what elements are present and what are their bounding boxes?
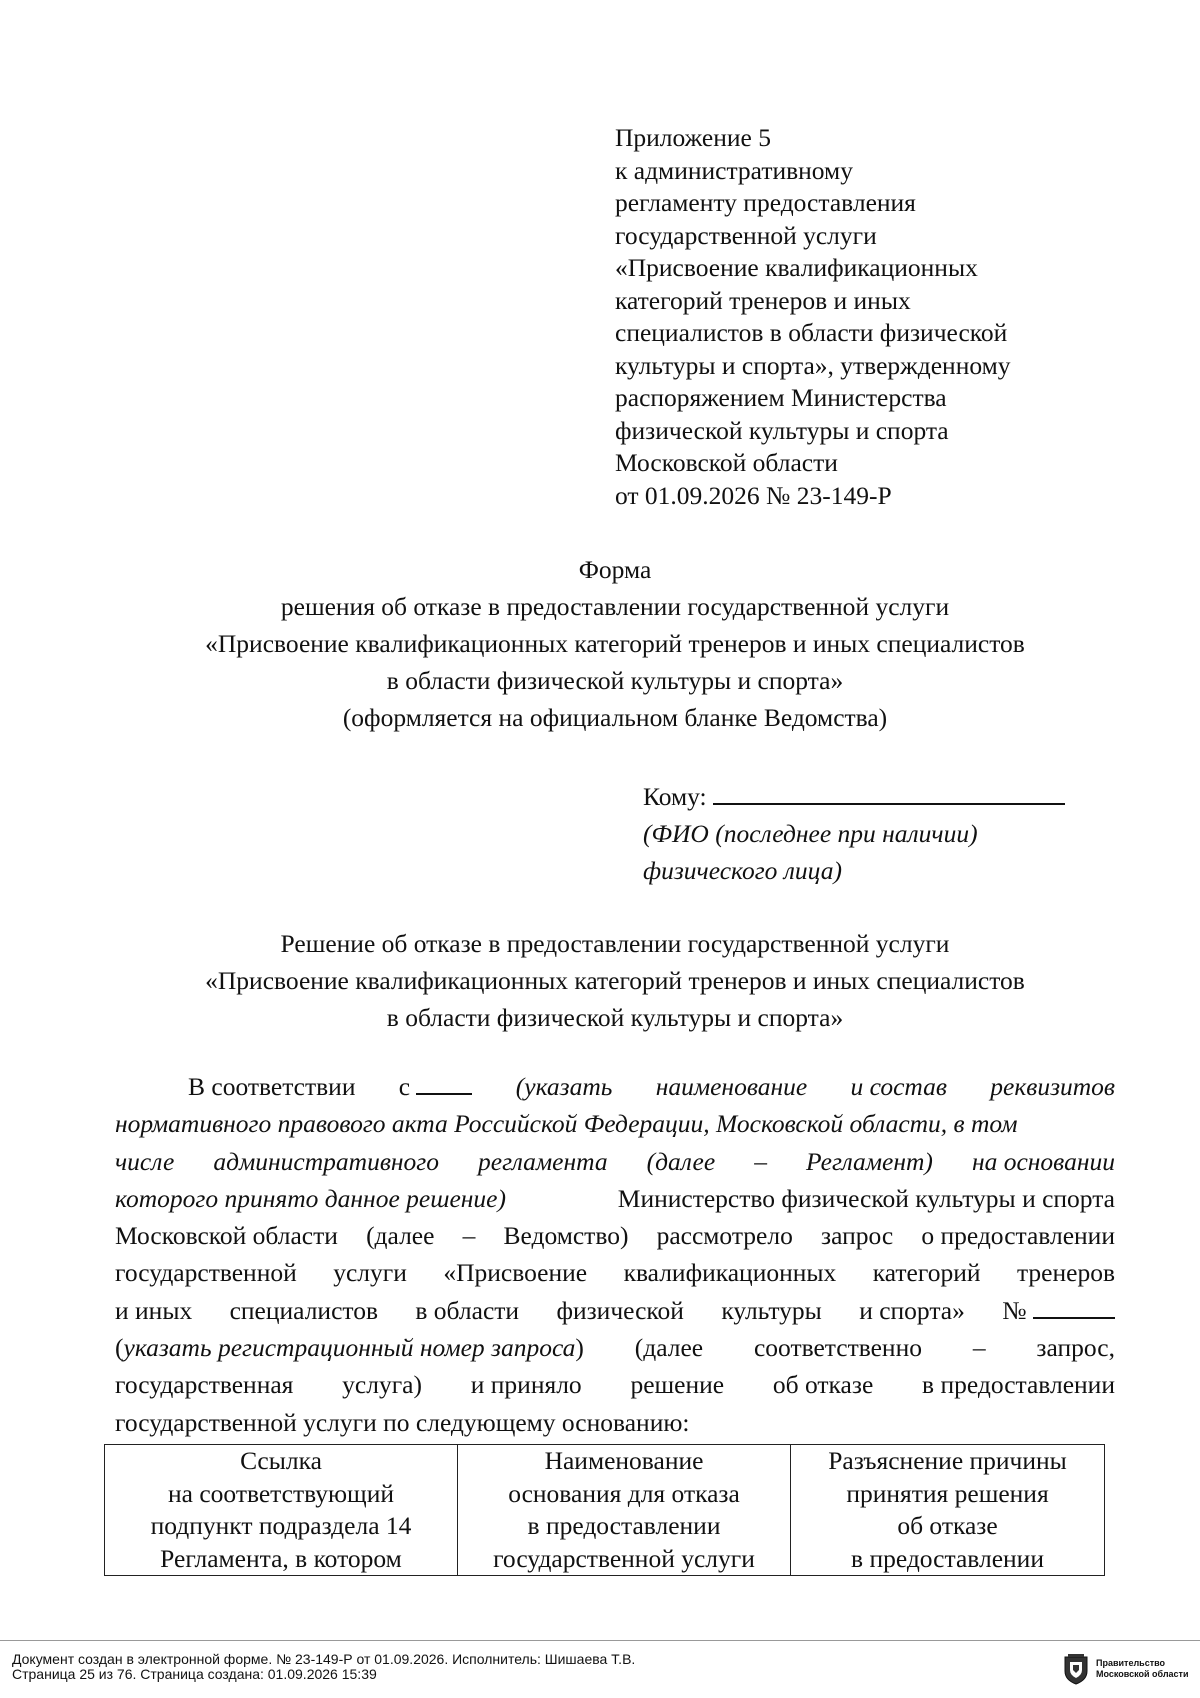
logo-text xyxy=(1096,1658,1189,1680)
appendix-line: государственной услуги xyxy=(615,220,877,250)
word: Министерство физической культуры и спорта xyxy=(617,1183,1115,1213)
paragraph-line xyxy=(115,1366,1115,1403)
word: квалификационных xyxy=(623,1258,837,1288)
word: реквизитов xyxy=(990,1072,1115,1101)
recipient-blank xyxy=(713,777,1065,805)
logo-line: Правительство xyxy=(1096,1658,1166,1668)
form-heading-line: (оформляется на официальном бланке Ведомства) xyxy=(342,703,888,732)
form-heading-line: Форма xyxy=(578,555,652,584)
word: – xyxy=(462,1221,476,1251)
word: о предоставлении xyxy=(921,1221,1115,1251)
cell-line: Разъяснение причины xyxy=(828,1446,1067,1475)
word: категорий xyxy=(872,1258,981,1288)
word: которого принято данное решение) xyxy=(115,1183,506,1213)
refusal-reasons-table xyxy=(104,1444,1105,1576)
word: Ведомство) xyxy=(503,1221,629,1251)
recipient-hint: физического лица) xyxy=(643,856,842,885)
word: (далее xyxy=(634,1333,704,1363)
paragraph-line xyxy=(115,1292,1115,1329)
paragraph-line xyxy=(115,1143,1115,1180)
form-heading-line: «Присвоение квалификационных категорий тренеров и иных специалистов xyxy=(205,629,1025,658)
decision-paragraph xyxy=(115,1068,1115,1441)
word: решение xyxy=(630,1370,725,1400)
paragraph-line xyxy=(115,1180,1115,1217)
form-heading xyxy=(0,551,1200,736)
paragraph-line xyxy=(115,1404,1115,1441)
word: в области xyxy=(415,1295,520,1325)
decision-heading xyxy=(0,925,1200,1036)
word: (далее xyxy=(366,1221,435,1251)
word: на основании xyxy=(971,1146,1115,1176)
appendix-line: регламенту предоставления xyxy=(615,188,916,217)
word: государственной xyxy=(115,1258,297,1288)
word: запрос xyxy=(821,1221,894,1251)
cell-line: Ссылка xyxy=(240,1446,322,1475)
footer-line: Страница 25 из 76. Страница создана: 01.09.2026 15:39 xyxy=(12,1666,377,1682)
document-footer xyxy=(12,1652,635,1682)
word: – xyxy=(972,1333,986,1363)
word: – xyxy=(754,1146,767,1176)
word: Московской области xyxy=(115,1221,338,1251)
appendix-header xyxy=(615,122,1115,512)
word: числе xyxy=(115,1146,175,1176)
word: В соответствии xyxy=(188,1072,356,1101)
appendix-line: категорий тренеров и иных xyxy=(615,285,911,315)
logo-line: Московской области xyxy=(1096,1669,1189,1679)
act-blank xyxy=(416,1071,472,1095)
word: в предоставлении xyxy=(922,1370,1115,1400)
word: с xyxy=(399,1068,473,1105)
word: государственной услуги по следующему основанию: xyxy=(115,1407,690,1437)
decision-heading-line: в области физической культуры и спорта» xyxy=(386,1003,844,1032)
recipient-block xyxy=(643,777,1065,889)
word: регламента xyxy=(478,1146,608,1176)
cell-line: государственной услуги xyxy=(493,1543,755,1573)
appendix-line: к административному xyxy=(615,155,853,185)
word: рассмотрело xyxy=(656,1221,793,1251)
cell-line: в предоставлении xyxy=(851,1543,1044,1573)
appendix-line: Приложение 5 xyxy=(615,123,771,152)
appendix-line: распоряжением Министерства xyxy=(615,383,947,412)
government-logo xyxy=(1062,1652,1192,1686)
request-number-blank xyxy=(1033,1295,1115,1319)
decision-heading-line: Решение об отказе в предоставлении государственной услуги xyxy=(280,929,950,958)
word: государственная xyxy=(115,1370,294,1400)
word: услуга) xyxy=(342,1370,422,1400)
word: культуры xyxy=(721,1295,822,1325)
paragraph-line xyxy=(115,1068,1115,1105)
word: услуги xyxy=(333,1258,407,1288)
word: нормативного правового акта Российской Федерации, Московской области, в том xyxy=(115,1109,1018,1139)
footer-divider xyxy=(0,1640,1200,1641)
footer-line: Документ создан в электронной форме. № 23-149-Р от 01.09.2026. Исполнитель: Шишаева Т.В. xyxy=(12,1651,636,1667)
cell-line: принятия решения xyxy=(846,1478,1049,1508)
word: Регламент) xyxy=(805,1146,933,1176)
cell-line: Наименование xyxy=(544,1446,704,1475)
paragraph-line xyxy=(115,1329,1115,1366)
table-row xyxy=(105,1445,1105,1576)
moscow-region-emblem-icon xyxy=(1062,1653,1090,1685)
form-heading-line: решения об отказе в предоставлении государственной услуги xyxy=(280,592,950,621)
appendix-line: культуры и спорта», утвержденному xyxy=(615,350,1011,380)
word: административного xyxy=(213,1146,439,1176)
word: тренеров xyxy=(1016,1258,1115,1288)
cell-line: основания для отказа xyxy=(508,1478,740,1508)
word: (далее xyxy=(646,1146,716,1176)
word: и приняло xyxy=(470,1370,582,1400)
word: «Присвоение xyxy=(443,1258,588,1288)
cell-line: на соответствующий xyxy=(168,1478,394,1508)
paragraph-line xyxy=(115,1217,1115,1254)
form-heading-line: в области физической культуры и спорта» xyxy=(386,666,844,695)
word: специалистов xyxy=(229,1295,378,1325)
table-header-cell xyxy=(105,1445,458,1576)
word: наименование xyxy=(655,1072,808,1101)
recipient-hint: (ФИО (последнее при наличии) xyxy=(643,819,978,848)
cell-line: подпункт подраздела 14 xyxy=(150,1511,412,1540)
table-header-cell xyxy=(458,1445,791,1576)
table-header-cell xyxy=(791,1445,1105,1576)
appendix-line: физической культуры и спорта xyxy=(615,415,949,445)
paragraph-line xyxy=(115,1105,1115,1142)
word: и иных xyxy=(115,1295,193,1325)
word: и состав xyxy=(850,1072,947,1101)
cell-line: в предоставлении xyxy=(527,1511,721,1540)
word: (указать xyxy=(515,1072,613,1101)
word: запрос, xyxy=(1036,1333,1115,1363)
word: № xyxy=(1002,1292,1115,1329)
appendix-line: Московской области xyxy=(615,448,838,477)
cell-line: об отказе xyxy=(897,1511,998,1540)
appendix-line: «Присвоение квалификационных xyxy=(615,253,978,282)
appendix-line: от 01.09.2026 № 23-149-Р xyxy=(615,480,892,510)
cell-line: Регламента, в котором xyxy=(160,1543,402,1573)
word: и спорта» xyxy=(859,1295,965,1325)
paragraph-line xyxy=(115,1254,1115,1291)
word: физической xyxy=(556,1295,684,1325)
word: соответственно xyxy=(753,1333,922,1363)
word: (указать регистрационный номер запроса) xyxy=(115,1333,584,1363)
word: об отказе xyxy=(772,1370,874,1400)
recipient-label: Кому: xyxy=(643,782,707,811)
appendix-line: специалистов в области физической xyxy=(615,318,1008,347)
decision-heading-line: «Присвоение квалификационных категорий тренеров и иных специалистов xyxy=(205,966,1025,995)
